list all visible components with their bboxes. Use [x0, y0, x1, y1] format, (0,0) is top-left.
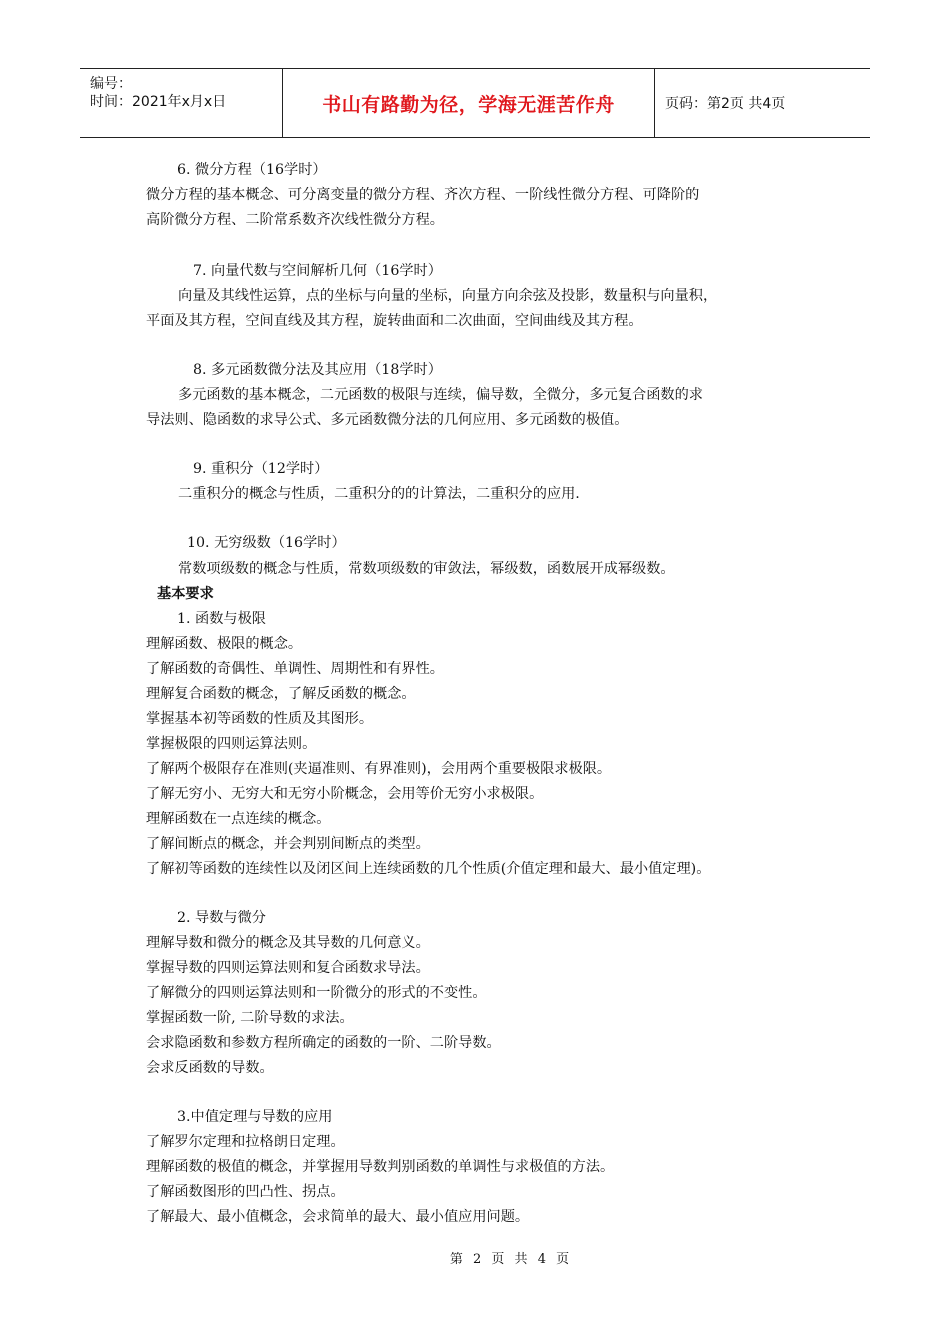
header-info-cell — [80, 69, 283, 137]
requirement-2-item: 掌握函数一阶, 二阶导数的求法。 — [146, 1010, 354, 1026]
requirement-2-item: 了解微分的四则运算法则和一阶微分的形式的不变性。 — [146, 985, 487, 1001]
requirement-3-title: 3.中值定理与导数的应用 — [177, 1109, 333, 1125]
section-6-line-1: 微分方程的基本概念、可分离变量的微分方程、齐次方程、一阶线性微分方程、可降阶的 — [146, 187, 700, 203]
requirement-1-item: 了解间断点的概念，并会判别间断点的类型。 — [146, 836, 430, 852]
requirement-1-item: 理解函数、极限的概念。 — [146, 636, 303, 652]
requirement-1-item: 理解函数在一点连续的概念。 — [146, 811, 331, 827]
requirement-1-item: 了解无穷小、无穷大和无穷小阶概念，会用等价无穷小求极限。 — [146, 786, 544, 802]
requirement-2-item: 掌握导数的四则运算法则和复合函数求导法。 — [146, 960, 430, 976]
document-number-label: 编号： — [90, 76, 132, 92]
requirement-2-title: 2. 导数与微分 — [177, 910, 266, 926]
requirements-heading: 基本要求 — [157, 586, 214, 602]
page-footer: 第 2 页 共 4 页 — [449, 1252, 573, 1267]
page-header — [80, 68, 870, 138]
section-8-line-1: 多元函数的基本概念，二元函数的极限与连续，偏导数，全微分，多元复合函数的求 — [178, 387, 703, 403]
requirement-2-item: 会求隐函数和参数方程所确定的函数的一阶、二阶导数。 — [146, 1035, 501, 1051]
section-10-line-1: 常数项级数的概念与性质，常数项级数的审敛法，幂级数，函数展开成幂级数。 — [178, 561, 675, 577]
requirement-3-item: 了解最大、最小值概念，会求简单的最大、最小值应用问题。 — [146, 1209, 530, 1225]
requirement-1-item: 了解函数的奇偶性、单调性、周期性和有界性。 — [146, 661, 444, 677]
requirement-1-item: 了解初等函数的连续性以及闭区间上连续函数的几个性质(介值定理和最大、最小值定理)。 — [146, 861, 711, 877]
requirement-2-item: 理解导数和微分的概念及其导数的几何意义。 — [146, 935, 430, 951]
header-motto: 书山有路勤为径，学海无涯苦作舟 — [322, 93, 615, 116]
header-page-cell — [655, 69, 870, 137]
section-10-title: 10. 无穷级数（16学时） — [187, 535, 346, 551]
section-6-title: 6. 微分方程（16学时） — [177, 162, 327, 178]
document-date-label: 时间：2021年x月x日 — [90, 94, 227, 110]
requirement-1-item: 掌握基本初等函数的性质及其图形。 — [146, 711, 374, 727]
requirement-1-item: 理解复合函数的概念，了解反函数的概念。 — [146, 686, 416, 702]
section-8-line-2: 导法则、隐函数的求导公式、多元函数微分法的几何应用、多元函数的极值。 — [146, 412, 629, 428]
requirement-3-item: 了解罗尔定理和拉格朗日定理。 — [146, 1134, 345, 1150]
requirement-3-item: 了解函数图形的凹凸性、拐点。 — [146, 1184, 345, 1200]
header-page-number: 页码：第2页 共4页 — [665, 96, 786, 112]
section-9-title: 9. 重积分（12学时） — [193, 461, 329, 477]
header-motto-cell — [283, 69, 655, 137]
section-7-line-1: 向量及其线性运算，点的坐标与向量的坐标，向量方向余弦及投影，数量积与向量积， — [178, 288, 718, 304]
requirement-3-item: 理解函数的极值的概念，并掌握用导数判别函数的单调性与求极值的方法。 — [146, 1159, 615, 1175]
section-9-line-1: 二重积分的概念与性质，二重积分的的计算法，二重积分的应用. — [178, 486, 580, 502]
requirement-1-item: 掌握极限的四则运算法则。 — [146, 736, 317, 752]
requirement-2-item: 会求反函数的导数。 — [146, 1060, 274, 1076]
section-8-title: 8. 多元函数微分法及其应用（18学时） — [193, 362, 442, 378]
section-6-line-2: 高阶微分方程、二阶常系数齐次线性微分方程。 — [146, 212, 444, 228]
section-7-title: 7. 向量代数与空间解析几何（16学时） — [193, 263, 442, 279]
section-7-line-2: 平面及其方程，空间直线及其方程，旋转曲面和二次曲面，空间曲线及其方程。 — [146, 313, 643, 329]
requirement-1-item: 了解两个极限存在准则(夹逼准则、有界准则)，会用两个重要极限求极限。 — [146, 761, 612, 777]
requirement-1-title: 1. 函数与极限 — [177, 611, 266, 627]
